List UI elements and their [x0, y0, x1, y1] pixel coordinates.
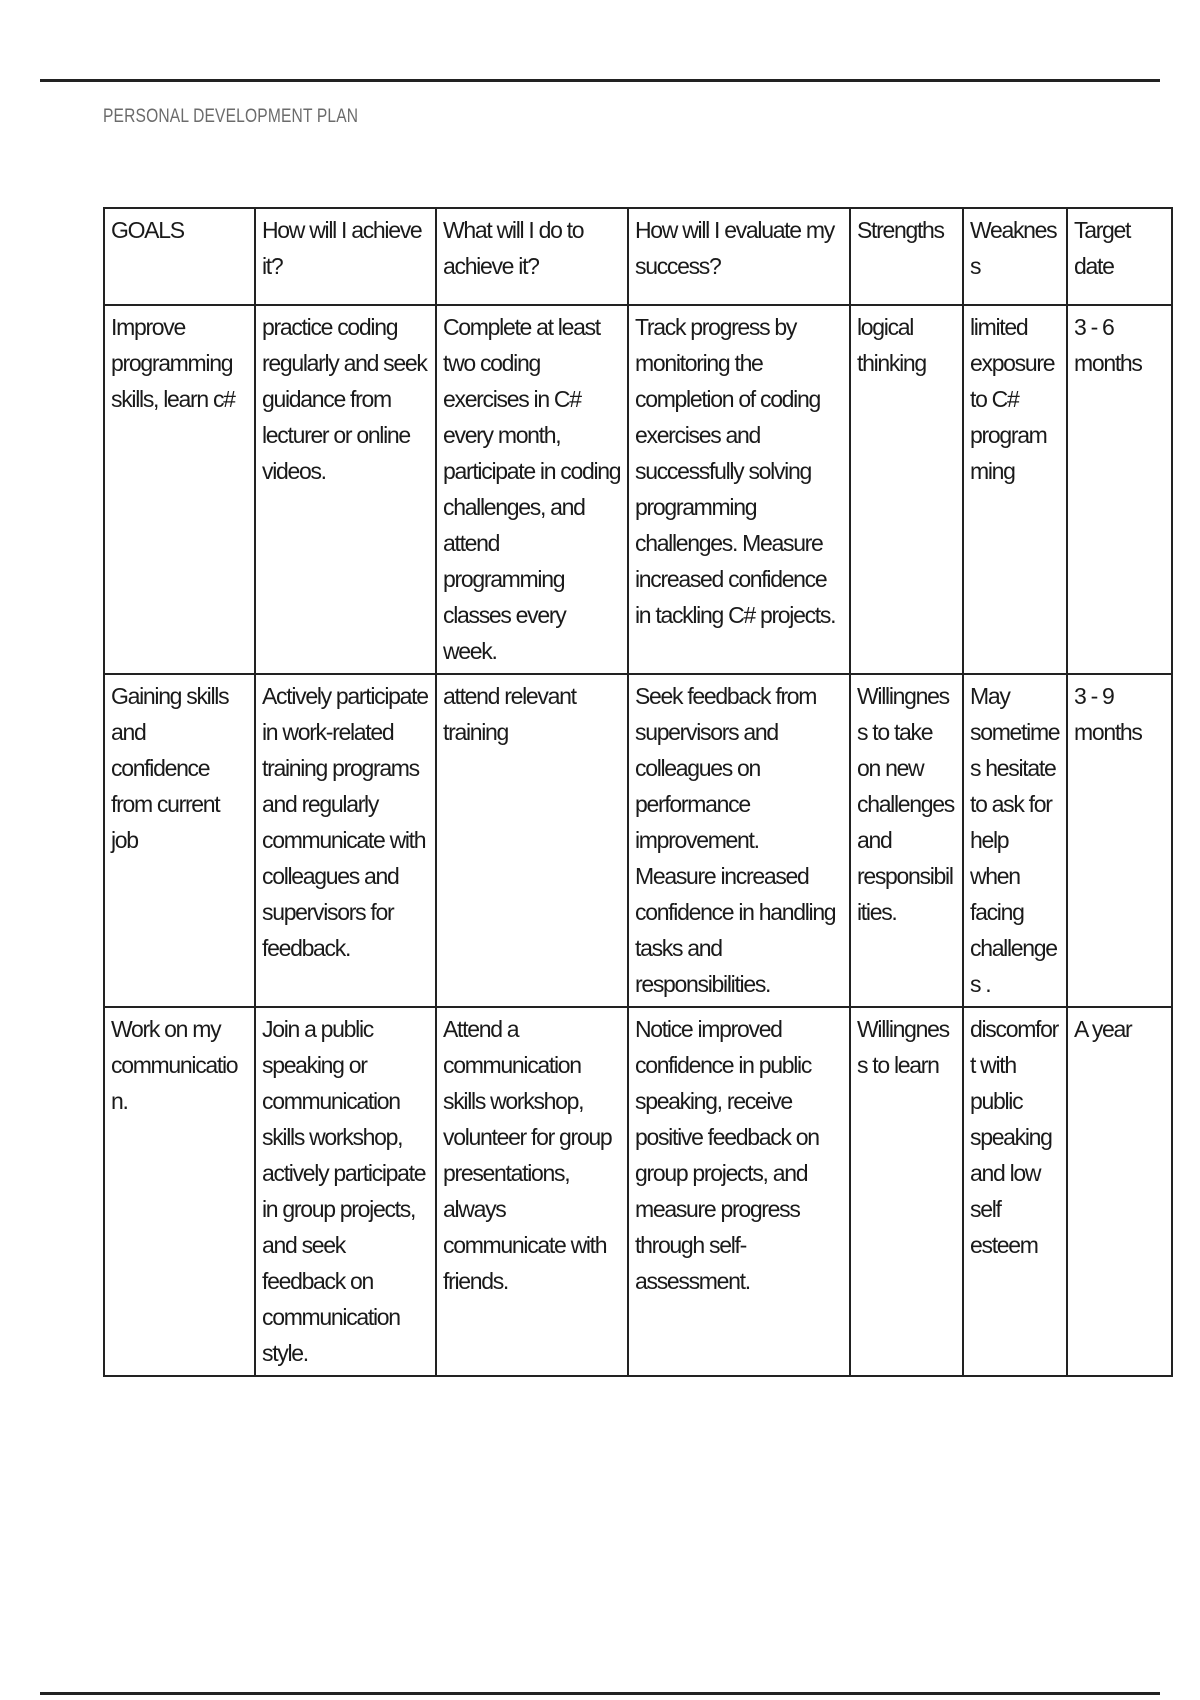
development-plan-table [103, 207, 1173, 1377]
column-header-target-date: Target date [1067, 208, 1172, 305]
cell-strengths: Willingness to learn [850, 1007, 963, 1376]
cell-weakness: limited exposure to C# programming [963, 305, 1067, 674]
column-header-strengths: Strengths [850, 208, 963, 305]
cell-how: Actively participate in work-related training programs and regularly communicate with colleagues and supervisors for feedback. [255, 674, 436, 1007]
cell-goal: Gaining skills and confidence from current job [104, 674, 255, 1007]
header-rule [40, 79, 1160, 82]
table-row [104, 1007, 1172, 1376]
cell-strengths: logical thinking [850, 305, 963, 674]
cell-evaluate: Track progress by monitoring the completion of coding exercises and successfully solving programming challenges. Measure increased confidence in tackling C# projects. [628, 305, 850, 674]
column-header-what: What will I do to achieve it? [436, 208, 628, 305]
document-header-title: PERSONAL DEVELOPMENT PLAN [103, 106, 359, 127]
cell-evaluate: Seek feedback from supervisors and colleagues on performance improvement. Measure increased confidence in handling tasks and responsibilities. [628, 674, 850, 1007]
cell-weakness: May sometimes hesitate to ask for help when facing challenges . [963, 674, 1067, 1007]
cell-how: Join a public speaking or communication skills workshop, actively participate in group projects, and seek feedback on communication style. [255, 1007, 436, 1376]
table-row [104, 674, 1172, 1007]
cell-what: Attend a communication skills workshop, volunteer for group presentations, always communicate with friends. [436, 1007, 628, 1376]
footer-rule [40, 1692, 1160, 1695]
cell-evaluate: Notice improved confidence in public speaking, receive positive feedback on group projects, and measure progress through self-assessment. [628, 1007, 850, 1376]
cell-strengths: Willingness to take on new challenges and responsibilities. [850, 674, 963, 1007]
cell-target-date: A year [1067, 1007, 1172, 1376]
column-header-how: How will I achieve it? [255, 208, 436, 305]
cell-target-date: 3 - 9 months [1067, 674, 1172, 1007]
cell-goal: Work on my communication. [104, 1007, 255, 1376]
table-header-row [104, 208, 1172, 305]
column-header-weakness: Weakness [963, 208, 1067, 305]
column-header-evaluate: How will I evaluate my success? [628, 208, 850, 305]
cell-how: practice coding regularly and seek guidance from lecturer or online videos. [255, 305, 436, 674]
cell-target-date: 3 - 6 months [1067, 305, 1172, 674]
cell-goal: Improve programming skills, learn c# [104, 305, 255, 674]
cell-what: attend relevant training [436, 674, 628, 1007]
cell-what: Complete at least two coding exercises in C# every month, participate in coding challenges, and attend programming classes every week. [436, 305, 628, 674]
table-row [104, 305, 1172, 674]
column-header-goals: GOALS [104, 208, 255, 305]
cell-weakness: discomfort with public speaking and low self esteem [963, 1007, 1067, 1376]
